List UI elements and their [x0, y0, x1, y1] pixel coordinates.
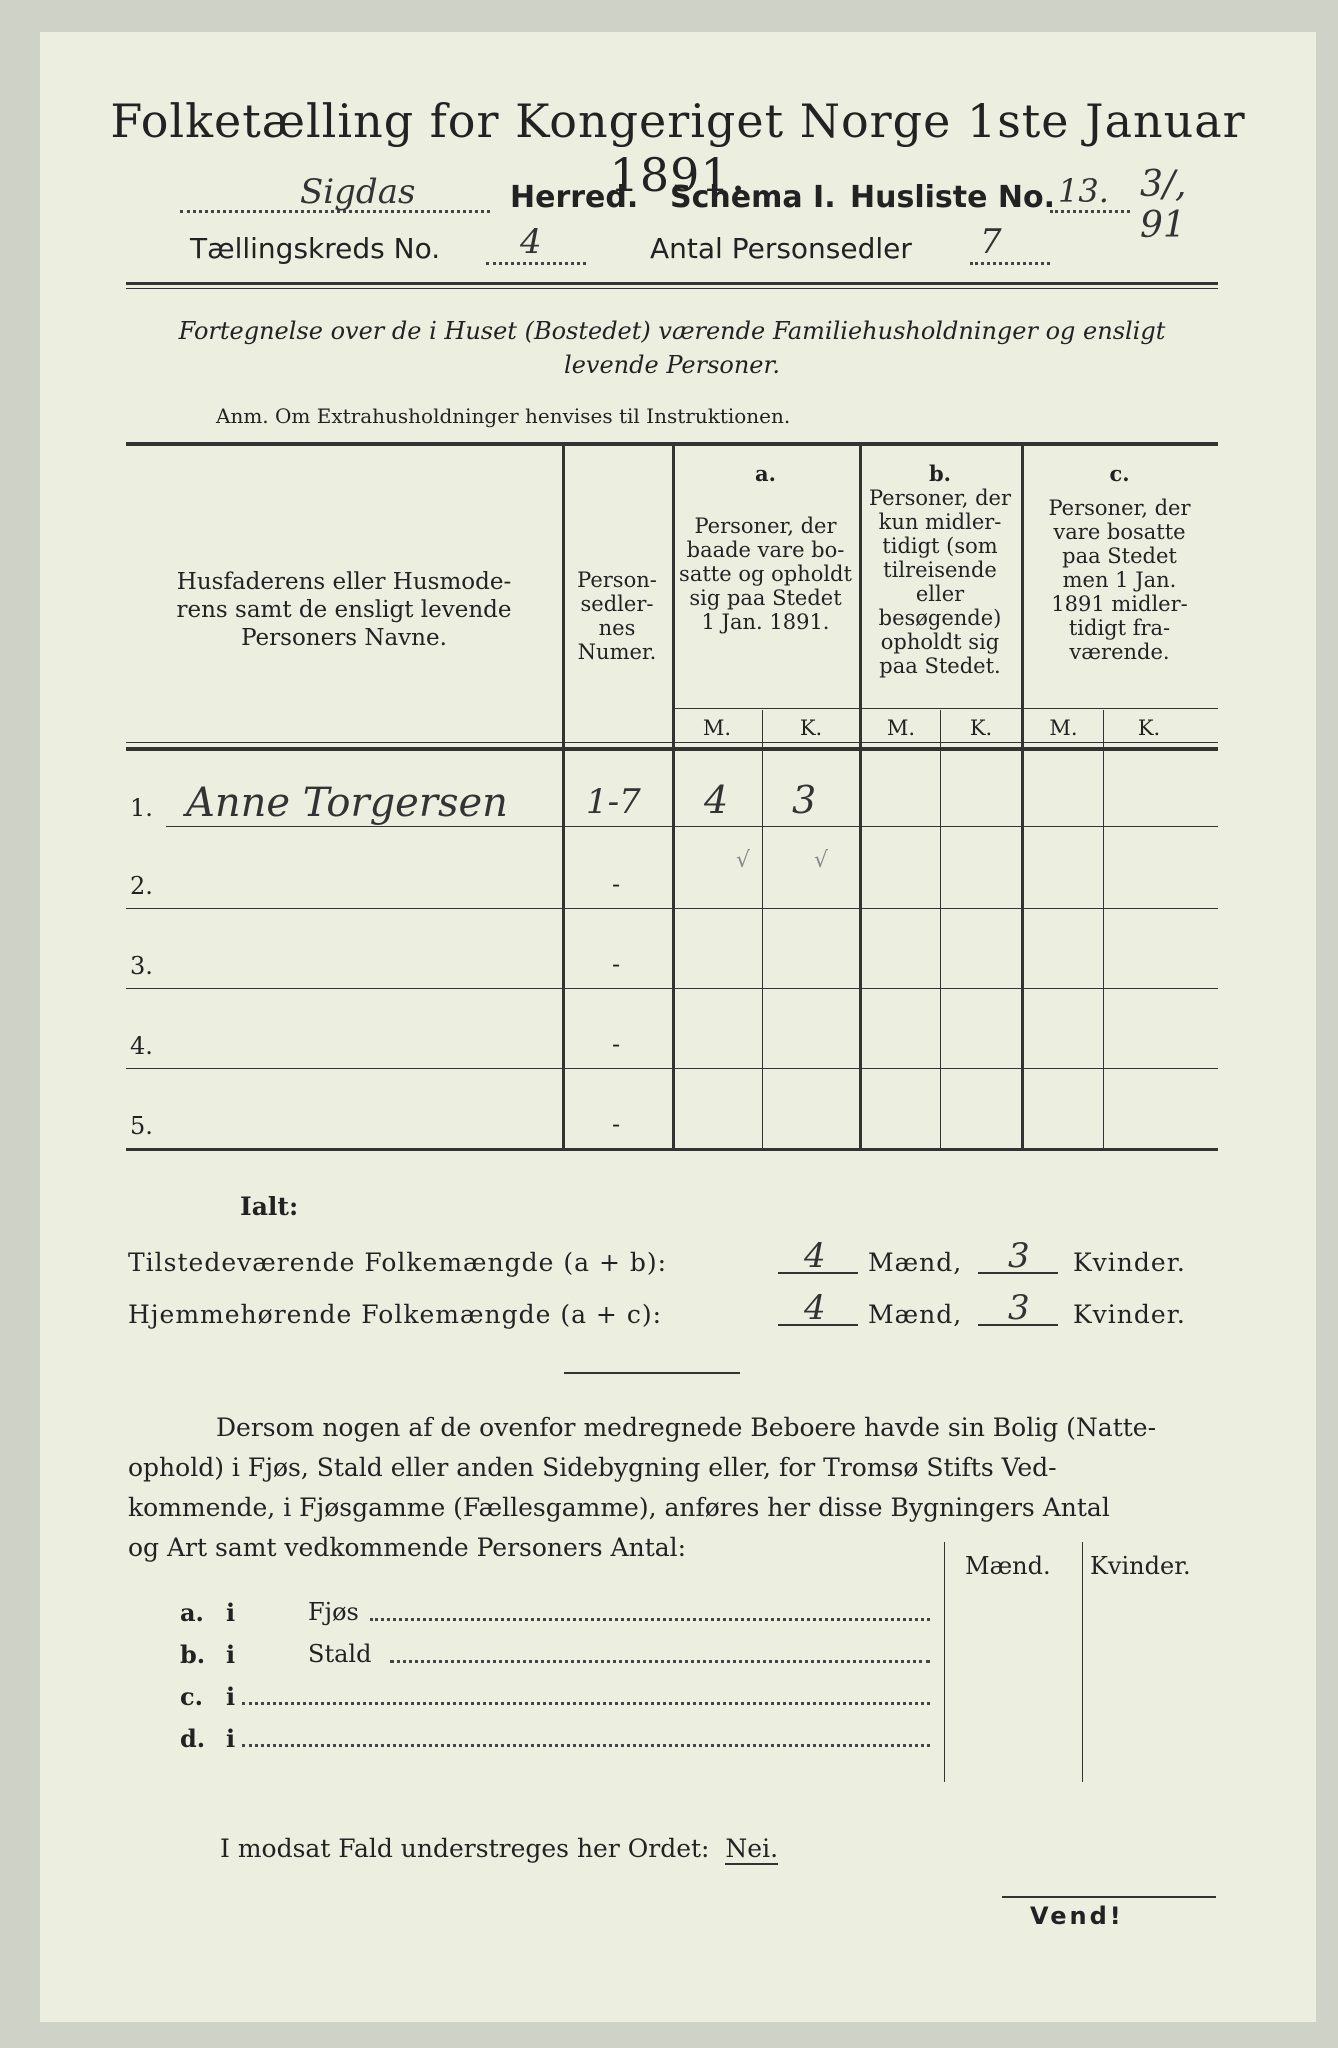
kvinder-label: Kvinder. [1073, 1300, 1186, 1329]
header-a-m: M. [702, 716, 732, 740]
maend-label: Mænd, [868, 1248, 963, 1277]
row-number: 3. [130, 952, 153, 980]
totals-line1-m: 4 [804, 1236, 827, 1276]
totals-line-2 [128, 1288, 1228, 1340]
kreds-value: 4 [520, 222, 542, 262]
building-item-fjos: a. i Fjøs [180, 1594, 940, 1634]
herred-line [140, 164, 1240, 246]
date-note: 3/, 91 [1140, 164, 1187, 246]
divider [564, 1372, 740, 1374]
kreds-label: Tællingskreds No. [190, 232, 441, 265]
row-numer: - [612, 1030, 621, 1058]
header-c-k: K. [1137, 716, 1161, 740]
vend-label: Vend! [1030, 1902, 1124, 1930]
buildings-col-maend: Mænd. [965, 1552, 1051, 1580]
anm-note: Anm. Om Extrahusholdninger henvises til Instruktionen. [216, 404, 791, 428]
table-row [126, 910, 1218, 988]
husliste-label: Husliste No. [850, 180, 1055, 215]
modsat-line [220, 1834, 778, 1863]
buildings-paragraph: Dersom nogen af de ovenfor medregnede Beboere havde sin Bolig (Natte- ophold) i Fjøs, Stald eller anden Sidebygning eller, for Tromsø Stifts Ved- kommende, i Fjøsgamme (Fællesgamme), anføres her disse Bygningers Antal og Art samt vedkommende Personers Antal: [128, 1413, 1157, 1562]
row-a-m: 4 [704, 778, 729, 822]
schema-label: Schema I. [670, 180, 836, 215]
header-col-c: c. Personer, der vare bosatte paa Stedet men 1 Jan. 1891 midler- tidigt fra- værende. [1048, 461, 1191, 664]
header-names: Husfaderens eller Husmode- rens samt de ensligt levende Personers Navne. [176, 569, 512, 651]
row-number: 4. [130, 1032, 153, 1060]
header-rule [126, 282, 1218, 285]
row-number: 2. [130, 872, 153, 900]
row-a-k: √ [814, 848, 829, 873]
intro [126, 314, 1218, 382]
header-col-b: b. Personer, der kun midler- tidigt (som tilreisende eller besøgende) opholdt sig paa Stedet. [868, 461, 1012, 678]
totals-line2-label: Hjemmehørende Folkemængde (a + c): [128, 1300, 662, 1329]
kvinder-label: Kvinder. [1073, 1248, 1186, 1277]
row-numer: 1-7 [586, 782, 641, 822]
header-numer: Person- sedler- nes Numer. [577, 568, 657, 664]
header-b-k: K. [969, 716, 993, 740]
header-b-m: M. [886, 716, 916, 740]
header-col-a: a. Personer, der baade vare bo- satte og opholdt sig paa Stedet 1 Jan. 1891. [679, 461, 852, 634]
totals-line2-k: 3 [1008, 1288, 1031, 1328]
totals-line1-k: 3 [1008, 1236, 1031, 1276]
maend-label: Mænd, [868, 1300, 963, 1329]
row-a-k: 3 [792, 778, 817, 822]
building-item-stald: b. i Stald [180, 1636, 940, 1676]
totals-line-1 [128, 1236, 1228, 1288]
row-numer: - [612, 870, 621, 898]
herred-value: Sigdas [300, 172, 416, 212]
table-row [126, 828, 1218, 908]
buildings-table [140, 1542, 1220, 1782]
row-numer: - [612, 1110, 621, 1138]
table-row [126, 990, 1218, 1068]
totals-line2-m: 4 [804, 1288, 827, 1328]
husliste-value: 13. [1058, 172, 1109, 210]
row-numer: - [612, 950, 621, 978]
row-name: Anne Torgersen [186, 780, 508, 826]
nei-word: Nei. [725, 1834, 779, 1863]
ialt-label: Ialt: [240, 1192, 299, 1221]
intro-line1: Fortegnelse over de i Huset (Bostedet) værende Familiehusholdninger og ensligt [178, 317, 1166, 345]
building-item-c: c. i [180, 1678, 940, 1718]
row-number: 1. [130, 794, 153, 822]
row-a-m: √ [736, 848, 751, 873]
table-row [126, 1070, 1218, 1148]
header-a-k: K. [799, 716, 823, 740]
intro-line2: levende Personer. [564, 351, 780, 379]
herred-label: Herred. [510, 180, 639, 215]
header-c-m: M. [1049, 716, 1078, 740]
household-table [126, 442, 1218, 1162]
form-title: Folketælling for Kongeriget Norge 1ste Januar 1891. [110, 94, 1246, 202]
building-item-d: d. i [180, 1720, 940, 1760]
table-row [126, 754, 1218, 832]
totals-line1-label: Tilstedeværende Folkemængde (a + b): [128, 1248, 668, 1277]
antal-label: Antal Personsedler [650, 232, 912, 265]
modsat-text: I modsat Fald understreges her Ordet: [220, 1834, 710, 1863]
census-form [40, 32, 1316, 2022]
row-number: 5. [130, 1112, 153, 1140]
antal-value: 7 [980, 222, 1002, 262]
kreds-line [190, 222, 1190, 278]
buildings-col-kvinder: Kvinder. [1090, 1552, 1191, 1580]
